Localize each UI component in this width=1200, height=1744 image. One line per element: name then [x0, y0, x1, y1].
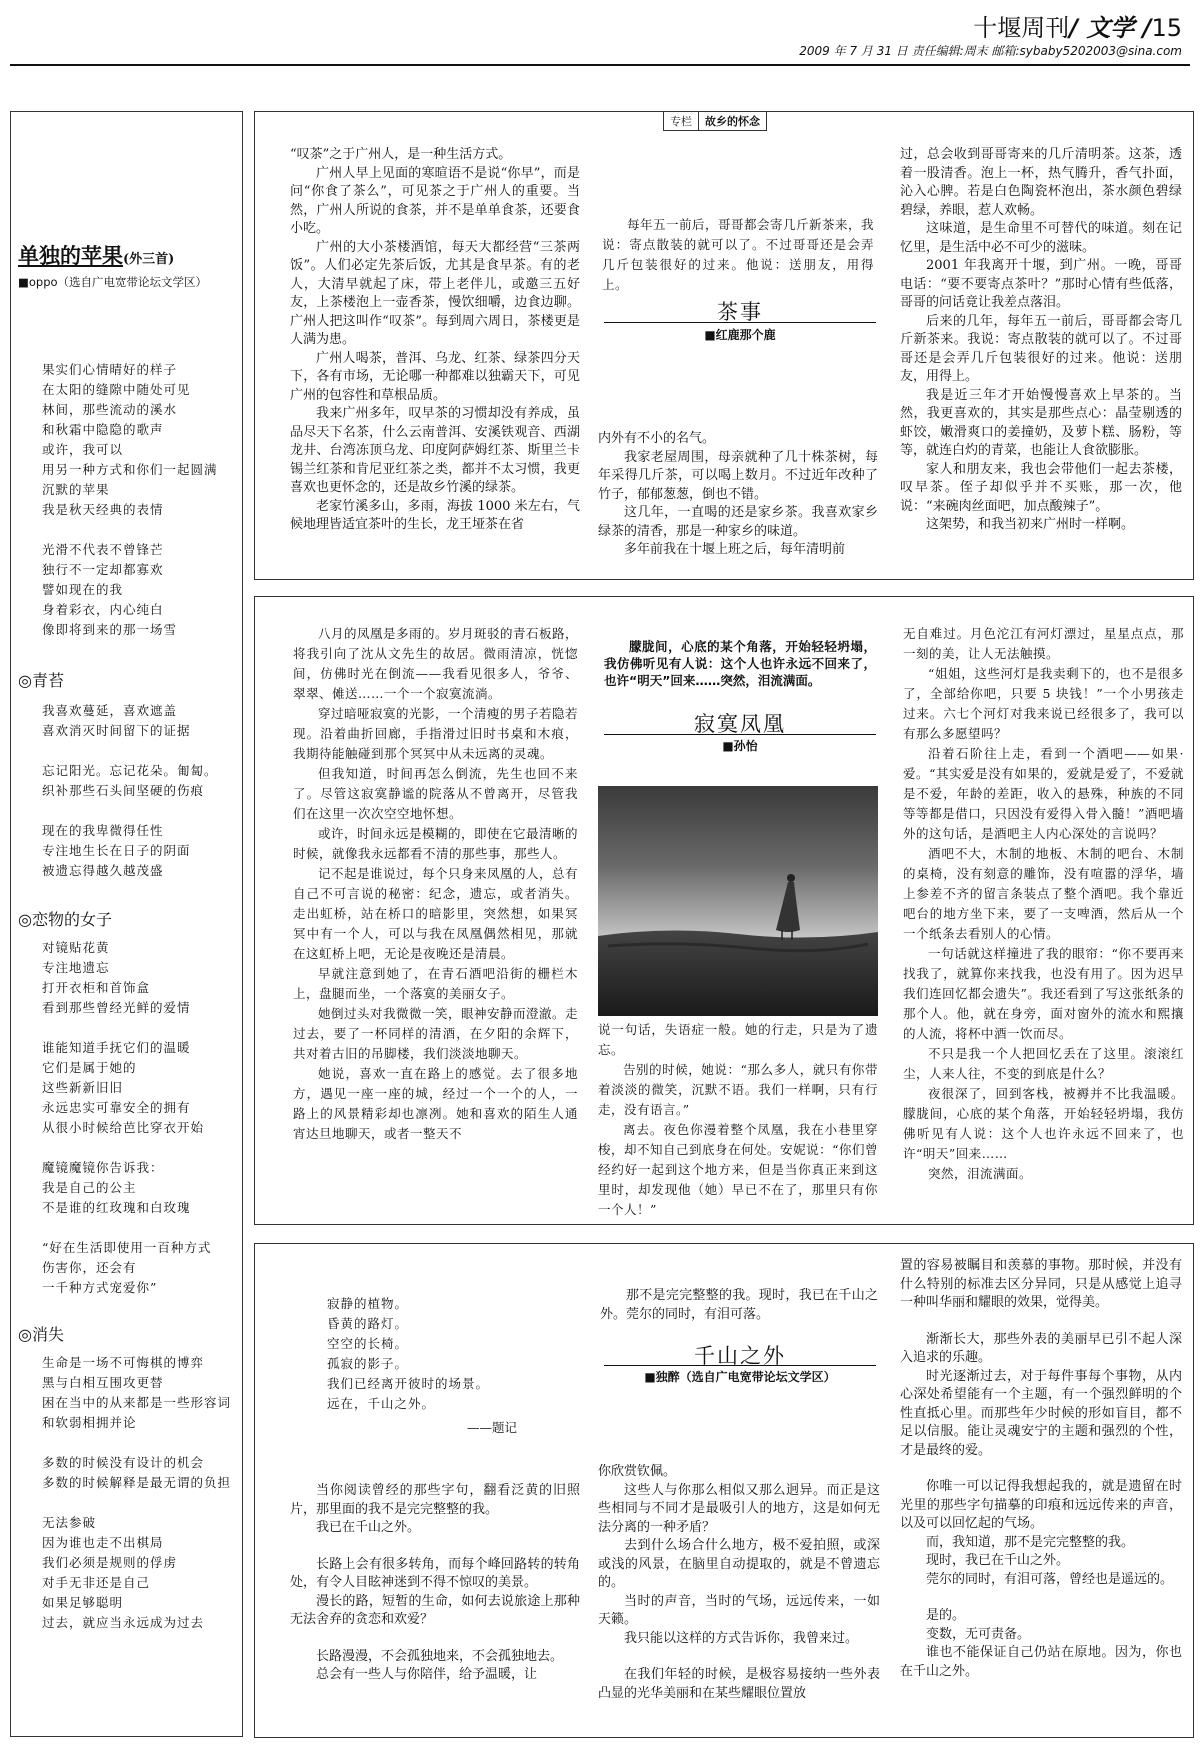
photo-woman-field-image: [598, 786, 878, 1016]
poem-line: 因为谁也走不出棋局: [42, 1535, 164, 1550]
mountains-epigraph: [327, 1294, 577, 1436]
epigraph-note: ——题记: [466, 1420, 517, 1435]
paragraph: 广州人喝茶，普洱、乌龙、红茶、绿茶四分天下，各有市场，无论哪一种都难以独霸天下，可见广州的包容性和草根品质。: [290, 350, 580, 403]
epigraph-line: 孤寂的影子。: [327, 1356, 409, 1371]
paragraph: [290, 1630, 580, 1648]
paragraph: 无自难过。月色沱江有河灯漂过，星星点点，那一刻的美，让人无法触摸。: [903, 626, 1184, 661]
tea-col-2: [598, 430, 878, 570]
poem-line: 织补那些石头间坚硬的伤痕: [42, 783, 205, 798]
poem-line: [42, 1218, 240, 1238]
tea-col-1: [290, 146, 580, 571]
paragraph: 老家竹溪多山，多雨，海拔 1000 米左右，气候地理皆适宜茶叶的生长，龙王垭茶在省: [290, 498, 580, 532]
paragraph: 我家老屋周围，母亲就种了几十株茶树，每年采得几斤茶，可以喝上数月。不过近年改种了竹子，郁郁葱葱，倒也不错。: [598, 449, 878, 502]
poem-line: 喜欢消灭时间留下的证据: [42, 723, 191, 738]
poem-line: [42, 1018, 240, 1038]
paragraph: 你唯一可以记得我想起我的，就是遗留在时光里的那些字句描摹的印痕和远远传来的声音，以及可以回忆起的气场。: [900, 1479, 1182, 1531]
poem-line: “好在生活即使用一百种方式: [42, 1240, 212, 1255]
poem-line: 沉默的苹果: [42, 482, 110, 497]
column-tag: [663, 111, 767, 131]
poem-line: 伤害你，还会有: [42, 1260, 137, 1275]
poem-line: 生命是一场不可悔棋的博弈: [42, 1355, 205, 1370]
paragraph: 你欣赏钦佩。: [598, 1464, 677, 1479]
phoenix-photo: [598, 786, 878, 1016]
paragraph: 告别的时候，她说：“那么多人，就只有你带着淡淡的微笑，沉默不语。我们一样啊，只有行走，没有语言。”: [598, 1062, 878, 1117]
poem-title: [18, 240, 240, 270]
paragraph: 漫长的路，短暂的生命，如何去说旅途上那种无法舍弃的贪恋和欢爱？: [290, 1593, 580, 1627]
column-tag-key: 专栏: [664, 112, 699, 130]
paragraph: 在我们年轻的时候，是极容易接纳一些外表凸显的光华美丽和在某些耀眼位置放: [598, 1667, 880, 1701]
poem-line: 这些新新旧旧: [42, 1080, 124, 1095]
poem-title-suffix: (外三首): [123, 252, 175, 267]
paragraph: 是的。: [926, 1608, 966, 1623]
section-title-moss: ◎青苔: [18, 671, 64, 690]
poetry-content: [18, 240, 240, 1633]
poem-line: 多数的时候解释是最无谓的负担: [42, 1475, 232, 1490]
phoenix-title: 寂寞凤凰: [694, 712, 786, 736]
paragraph: 早就注意到她了，在青石酒吧沿街的栅栏木上，盘腿而坐，一个落寞的美丽女子。: [293, 966, 578, 1001]
mountains-col-3: [900, 1257, 1182, 1733]
paragraph: 当你阅读曾经的那些字句，翻看泛黄的旧照片，那里面的我不是完完整整的我。: [290, 1483, 580, 1517]
poem-line: 谁能知道手抚它们的温暖: [42, 1040, 191, 1055]
poem-line: [42, 741, 240, 761]
paragraph: 突然，泪流满面。: [928, 1166, 1033, 1181]
paragraph: 酒吧不大，木制的地板、木制的吧台、木制的桌椅，没有刻意的雕饰，没有喧嚣的浮华，墙上参差不齐的留言条装点了整个酒吧。我个靠近吧台的地方坐下来，要了一支啤酒，然后从一个一个纸条去看别人的心情。: [903, 846, 1184, 941]
poem-line: [42, 801, 240, 821]
mountains-title: 千山之外: [694, 1344, 786, 1368]
epigraph-line: 寂静的植物。: [327, 1296, 409, 1311]
paragraph: [900, 1460, 1182, 1478]
poem-line: 我喜欢蔓延，喜欢遮盖: [42, 703, 178, 718]
paragraph: 这架势，和我当初来广州时一样啊。: [926, 517, 1135, 532]
paragraph: 广州人早上见面的寒暄语不是说“你早”，而是问“你食了茶么”，可见茶之于广州人的重要。当然，广州人所说的食茶，并不是单单食茶，还要食小吃。: [290, 165, 580, 236]
page-header-title: [973, 8, 1182, 43]
phoenix-col-1: [293, 624, 578, 1219]
poem-line: 或许，我可以: [42, 442, 124, 457]
poem-line: 被遗忘得越久越茂盛: [42, 863, 164, 878]
header-publication: 十堰周刊: [973, 14, 1070, 42]
poem-moss: [18, 701, 240, 881]
poem-line: 譬如现在的我: [42, 582, 124, 597]
paragraph: 内外有不小的名气。: [598, 431, 716, 446]
tea-intro: [602, 215, 874, 295]
tea-author: ■红鹿那个鹿: [704, 328, 776, 342]
poem-line: 无法参破: [42, 1515, 97, 1530]
paragraph: 她说，喜欢一直在路上的感觉。去了很多地方，遇见一座一座的城，经过一个一个的人，一路上的风景精彩却也凛冽。她和喜欢的陌生人通宵达旦地聊天，或者一整天不: [293, 1066, 578, 1141]
paragraph: 2001 年我离开十堰，到广州。一晚，哥哥电话：“要不要寄点茶叶？”那时心情有些低落，哥哥的问话竟让我差点落泪。: [900, 258, 1182, 310]
mountains-title-rule: [604, 1365, 876, 1366]
phoenix-intro-text: 朦胧间，心底的某个角落，开始轻轻坍塌，我仿佛听见有人说：这个人也许永远不回来了，也许“明天”回来……突然，泪流满面。: [604, 639, 876, 688]
poem-line: 身着彩衣，内心纯白: [42, 602, 164, 617]
poem-woman: [18, 938, 240, 1298]
poem-line: [42, 1493, 240, 1513]
phoenix-author: ■孙怡: [722, 739, 758, 753]
paragraph: 变数，无可责备。: [926, 1626, 1031, 1642]
poem-line: 专注地生长在日子的阴面: [42, 843, 191, 858]
tea-col-3: [900, 146, 1182, 571]
poem-line: 一千种方式宠爱你”: [42, 1280, 158, 1295]
paragraph: 广州的大小茶楼酒馆，每天大都经营“三茶两饭”。人们必定先茶后饭，尤其是食早茶。有的老人，大清早就起了床，带上老伴儿，或邀三五好友，上茶楼泡上一壶香茶，慢饮细嚼，边食边聊。广州人把这叫作“叹茶”。每到周六周日，茶楼更是人满为患。: [290, 239, 580, 347]
paragraph: 我已在千山之外。: [316, 1520, 421, 1535]
paragraph: “姐姐，这些河灯是我卖剩下的，也不是很多了，全部给你吧，只要 5 块钱！”一个小男孩走过来。六七个河灯对我来说已经很多了，我可以有那么多愿望吗？: [903, 666, 1184, 741]
poem-line: 林间，那些流动的溪水: [42, 402, 178, 417]
paragraph: 长路上会有很多转角，而每个峰回路转的转角处，有令人目眩神迷到不得不惊叹的美景。: [290, 1556, 580, 1590]
paragraph: [900, 1589, 1182, 1607]
tea-title-rule: [604, 322, 876, 323]
paragraph: 穿过暗哑寂寞的光影，一个清瘦的男子若隐若现。沿着曲折回廊，手指滑过旧时书桌和木痕，我期待能触碰到那个冥冥中从未远离的灵魂。: [293, 706, 578, 761]
poem-line: 魔镜魔镜你告诉我：: [42, 1160, 164, 1175]
mountains-intro: [600, 1287, 878, 1324]
poem-line: 现在的我卑微得任性: [42, 823, 164, 838]
paragraph: 置的容易被瞩目和羡慕的事物。那时候，并没有什么特别的标准去区分异同，只是从感觉上追寻一种叫华丽和耀眼的效果，觉得美。: [900, 1258, 1182, 1310]
mountains-intro-text: 那不是完完整整的我。现时，我已在千山之外。莞尔的同时，有泪可落。: [600, 1288, 878, 1322]
paragraph: 离去。夜色你漫着整个凤凰，我在小巷里穿梭，却不知自己到底身在何处。安妮说：“你们曾经约好一起到这个地方来，但是当你真正来到这里时，却发现他（她）早已不在了，那里只有你一个人！”: [598, 1122, 878, 1217]
poem-title-text: 单独的苹果: [18, 243, 123, 268]
paragraph: 八月的凤凰是多雨的。岁月斑驳的青石板路，将我引向了沈从文先生的故居。微雨清凉，恍惚间，仿佛时光在倒流——我看见很多人，爷爷、翠翠、傩送……一个一个寂寞流淌。: [293, 626, 578, 701]
poem-line: 它们是属于她的: [42, 1060, 137, 1075]
poem-line: 看到那些曾经光鲜的爱情: [42, 1000, 191, 1015]
poem-line: 果实们心情晴好的样子: [42, 362, 178, 377]
epigraph-line: 空空的长椅。: [327, 1336, 409, 1351]
poem-line: 用另一种方式和你们一起圆满: [42, 462, 218, 477]
paragraph: “叹茶”之于广州人，是一种生活方式。: [290, 147, 512, 162]
poem-line: 过去，就应当永远成为过去: [42, 1615, 205, 1630]
paragraph: 这些人与你那么相似又那么迥异。而正是这些相同与不同才是最吸引人的地方，这是如何无法分离的一种矛盾？: [598, 1482, 880, 1535]
epigraph-line: 远在，千山之外。: [327, 1396, 436, 1411]
paragraph: 她倒过头对我微微一笑，眼神安静而澄澈。走过去，要了一杯同样的清酒，在夕阳的余辉下，共对着古旧的吊脚楼，我们淡淡地聊天。: [293, 1006, 578, 1061]
header-info: 2009 年 7 月 31 日 责任编辑:周末 邮箱:sybaby5202003@sina.com: [799, 44, 1182, 58]
paragraph: 这味道，是生命里不可替代的味道。刻在记忆里，是生活中必不可少的滋味。: [900, 221, 1182, 255]
poem-line: 多数的时候没有设计的机会: [42, 1455, 205, 1470]
paragraph: 说一句话，失语症一般。她的行走，只是为了遗忘。: [598, 1022, 878, 1057]
paragraph: 长路漫漫，不会孤独地来，不会孤独地去。: [316, 1648, 564, 1664]
paragraph: 时光逐渐过去，对于每件事每个事物，从内心深处希望能有一个主题，有一个强烈鲜明的个性直抵心里。而那些年少时候的形如盲目，都不足以信服。能让灵魂安宁的主题和强烈的个性，才是最终的爱。: [900, 1368, 1182, 1458]
poem-line: 对镜贴花黄: [42, 940, 110, 955]
mountains-author: ■独醉（选自广电宽带论坛文学区）: [644, 1370, 836, 1384]
poem-line: 像即将到来的那一场雪: [42, 622, 178, 637]
paragraph: 我只能以这样的方式告诉你，我曾来过。: [624, 1630, 859, 1646]
paragraph: 去到什么场合什么地方，极不爱拍照，或深或浅的风景，在脑里自动提取的，就是不曾遗忘的。: [598, 1538, 880, 1590]
paragraph: 渐渐长大，那些外表的美丽早已引不起人深入追求的乐趣。: [900, 1331, 1182, 1365]
paragraph: 这几年，一直喝的还是家乡茶。我喜欢家乡绿茶的清香，那是一种家乡的味道。: [598, 505, 878, 539]
paragraph: 总会有一些人与你陪伴，给予温暖，让: [316, 1667, 538, 1682]
poem-line: 和软弱相拥并论: [42, 1415, 137, 1430]
paragraph: 当时的声音，当时的气场，远远传来，一如天籁。: [598, 1593, 880, 1627]
poem-line: 黑与白相互围攻更替: [42, 1375, 164, 1390]
paragraph: [290, 1538, 580, 1556]
poem-line: 打开衣柜和首饰盒: [42, 980, 151, 995]
epigraph-lines: [327, 1294, 577, 1414]
paragraph: 沿着石阶往上走，看到一个酒吧——如果·爱。“其实爱是没有如果的，爱就是爱了，不爱就是不爱，年龄的差距，收入的悬殊，种族的不同等等都是借口，只因没有爱得入骨入髓！”酒吧墙外的这句话，是酒吧主人内心深处的言说吗？: [903, 746, 1184, 841]
paragraph: 现时，我已在千山之外。: [926, 1553, 1070, 1568]
paragraph: [598, 1648, 880, 1666]
poem-author: ■oppo（选自广电宽带论坛文学区）: [18, 275, 208, 289]
paragraph: 或许，时间永远是模糊的，即使在它最清晰的时候，就像我永远都看不清的那些事，那些人。: [293, 826, 578, 861]
header-page-number: 15: [1151, 14, 1182, 42]
poem-line: 忘记阳光。忘记花朵。匍匐。: [42, 763, 218, 778]
poem-line: 在太阳的缝隙中随处可见: [42, 382, 191, 397]
phoenix-col-2: [598, 1020, 878, 1220]
paragraph: 我来广州多年，叹早茶的习惯却没有养成，虽品尽天下名茶，什么云南普洱、安溪铁观音、西湖龙井、台湾冻顶乌龙、印度阿萨姆红茶、斯里兰卡锡兰红茶和肯尼亚红茶之类，都并不太习惯，我更喜欢也更怀念的，还是故乡竹溪的绿茶。: [290, 406, 580, 495]
epigraph-line: 昏黄的路灯。: [327, 1316, 409, 1331]
paragraph: 多年前我在十堰上班之后，每年清明前: [624, 542, 846, 557]
column-tag-value: 故乡的怀念: [705, 115, 760, 128]
tea-title: 茶事: [717, 300, 763, 324]
header-rule: [10, 64, 1190, 66]
epigraph-line: 我们已经离开彼时的场景。: [327, 1376, 490, 1391]
paragraph: 莞尔的同时，有泪可落，曾经也是遥远的。: [926, 1571, 1174, 1587]
paragraph: 一句话就这样撞进了我的眼帘：“你不要再来找我了，就算你来找我，也没有用了。因为迟早我们连回忆都会遗失”。我还看到了写这张纸条的那个人。他，就在身旁，面对窗外的流水和熙攘的人流，将杯中酒一饮而尽。: [903, 946, 1184, 1041]
paragraph: [900, 1313, 1182, 1331]
paragraph: 我是近三年才开始慢慢喜欢上早茶的。当然，我更喜欢的，其实是那些点心：晶莹剔透的虾饺，嫩滑爽口的姜撞奶，及萝卜糕、肠粉，等等，就连白灼的青菜，也能让人食欲膨胀。: [900, 387, 1182, 458]
poem-line: [42, 520, 240, 540]
poem-line: 不是谁的红玫瑰和白玫瑰: [42, 1200, 191, 1215]
phoenix-title-rule: [604, 734, 876, 735]
section-title-vanish: ◎消失: [18, 1325, 64, 1344]
paragraph: 谁也不能保证自己仍站在原地。因为，你也在千山之外。: [900, 1645, 1182, 1679]
paragraph: 不只是我一个人把回忆丢在了这里。滚滚红尘，人来人往，不变的到底是什么？: [903, 1046, 1184, 1081]
mountains-col-1: [290, 1482, 580, 1732]
paragraph: 而，我知道，那不是完完整整的我。: [926, 1534, 1135, 1550]
paragraph: 夜很深了，回到客栈，被褥并不比我温暖。朦胧间，心底的某个角落，开始轻轻坍塌，我仿佛听见有人说：这个人也许永远不回来了，也许“明天”回来……: [903, 1086, 1184, 1161]
poem-line: 困在当中的从来都是一些形容词: [42, 1395, 232, 1410]
phoenix-intro: [604, 638, 876, 689]
section-title-woman: ◎恋物的女子: [18, 910, 112, 929]
poem-line: 光滑不代表不曾锋芒: [42, 542, 164, 557]
poem-line: 和秋霜中隐隐的歌声: [42, 422, 164, 437]
poem-line: 我是秋天经典的表情: [42, 502, 164, 517]
mountains-col-2: [598, 1463, 880, 1733]
header-section: / 文学 /: [1069, 14, 1152, 42]
paragraph: 家人和朋友来，我也会带他们一起去茶楼，叹早茶。侄子却似乎并不买账，那一次，他说：“来碗肉丝面吧，加点酸辣子”。: [900, 461, 1182, 514]
tea-intro-text: 每年五一前后，哥哥都会寄几斤新茶来，我说：寄点散装的就可以了。不过哥哥还是会弄几斤包装很好的过来。他说：送朋友，用得上。: [602, 217, 874, 292]
paragraph: 记不起是谁说过，每个只身来凤凰的人，总有自己不可言说的秘密：纪念，遗忘，或者消失。走出虹桥，站在桥口的暗影里，突然想，如果冥冥中有一个人，可以与我在凤凰偶然相见，那就在这虹桥上吧，无论是夜晚还是清晨。: [293, 866, 578, 961]
poem-vanish: [18, 1353, 240, 1633]
poem-line: 我是自己的公主: [42, 1180, 137, 1195]
paragraph: 但我知道，时间再怎么倒流，先生也回不来了。尽管这寂寞静谧的院落从不曾离开，尽管我们在这里一次次空空地怀想。: [293, 766, 578, 821]
poem-line: 如果足够聪明: [42, 1595, 124, 1610]
paragraph: 后来的几年，每年五一前后，哥哥都会寄几斤新茶来。我说：寄点散装的就可以了。不过哥哥还是会弄几斤包装很好的过来。他说：送朋友，用得上。: [900, 313, 1182, 384]
poem-line: 从很小时候给芭比穿衣开始: [42, 1120, 205, 1135]
poem-line: [42, 1433, 240, 1453]
poem-line: 对手无非还是自己: [42, 1575, 151, 1590]
poem-line: [42, 1138, 240, 1158]
poem-line: 我们必须是规则的俘虏: [42, 1555, 178, 1570]
paragraph: 过，总会收到哥哥寄来的几斤清明茶。这茶，透着一股清香。泡上一杯，热气腾升，香气扑面，沁入心脾。若是白色陶瓷杯泡出，茶水颜色碧绿碧绿，养眼，惹人欢畅。: [900, 147, 1182, 218]
phoenix-col-3: [903, 624, 1184, 1219]
poem-line: 独行不一定却都寡欢: [42, 562, 164, 577]
poem-line: 专注地遗忘: [42, 960, 110, 975]
poem-line: 永远忠实可靠安全的拥有: [42, 1100, 191, 1115]
poem-apple: [18, 360, 240, 640]
